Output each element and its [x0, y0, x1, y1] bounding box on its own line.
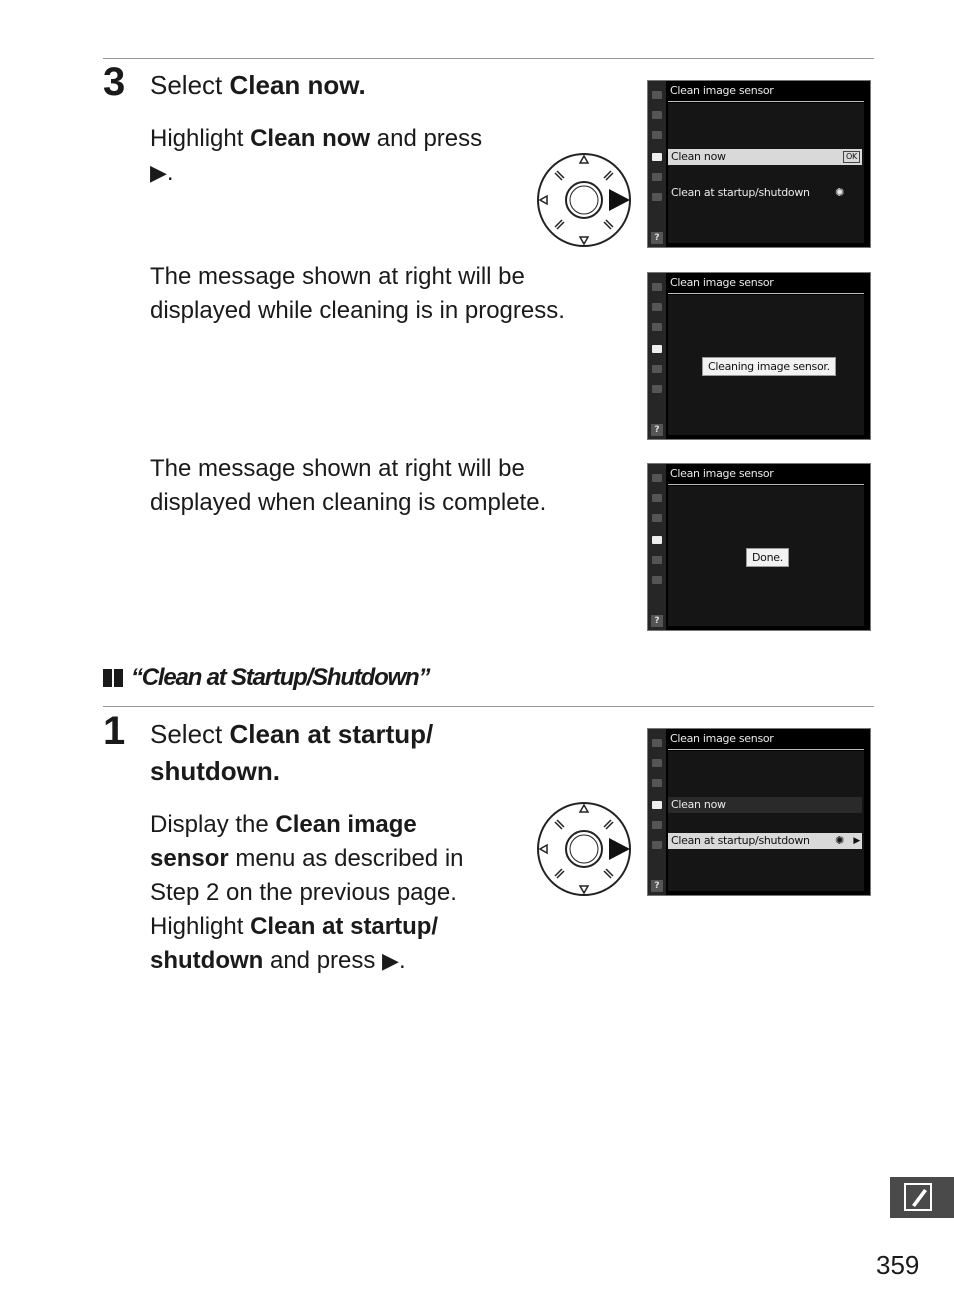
help-icon: ?	[651, 232, 663, 244]
custom-tab-icon	[652, 514, 662, 522]
playback-tab-icon	[652, 91, 662, 99]
para-line: displayed when cleaning is complete.	[150, 489, 547, 516]
custom-tab-icon	[652, 779, 662, 787]
playback-tab-icon	[652, 283, 662, 291]
para-text: .	[398, 947, 406, 974]
my-menu-tab-icon	[652, 841, 662, 849]
step-title-bold: Clean at startup/	[229, 719, 434, 749]
camera-screen-done	[647, 463, 871, 631]
my-menu-tab-icon	[652, 193, 662, 201]
menu-item-clean-startup[interactable]	[668, 833, 862, 849]
screen-title: Clean image sensor	[670, 467, 774, 480]
screen-title: Clean image sensor	[670, 732, 774, 745]
shooting-tab-icon	[652, 759, 662, 767]
para-bold: Clean image	[275, 811, 417, 838]
menu-tab-bar	[648, 81, 666, 247]
step3-para1	[150, 122, 520, 190]
menu-tab-bar	[648, 729, 666, 895]
para-bold: Clean now	[250, 125, 371, 152]
para-text: and press	[263, 947, 383, 974]
playback-tab-icon	[652, 474, 662, 482]
step-number: 1	[103, 709, 126, 753]
multi-selector-dial-icon	[535, 800, 633, 898]
help-icon: ?	[651, 880, 663, 892]
right-arrow-icon: ▶	[150, 160, 167, 185]
top-rule	[103, 58, 874, 59]
custom-tab-icon	[652, 131, 662, 139]
step-title-bold: Clean now.	[229, 70, 366, 100]
menu-tab-bar	[648, 464, 666, 630]
retouch-tab-icon	[652, 821, 662, 829]
done-message: Done.	[746, 548, 789, 567]
page-number: 359	[876, 1250, 920, 1280]
retouch-tab-icon	[652, 173, 662, 181]
para-bold: Clean at startup/	[250, 913, 439, 940]
shooting-tab-icon	[652, 303, 662, 311]
my-menu-tab-icon	[652, 385, 662, 393]
camera-screen-clean-now	[647, 80, 871, 248]
cleaning-icon: ✺	[835, 834, 844, 847]
camera-screen-clean-startup	[647, 728, 871, 896]
cleaning-message: Cleaning image sensor.	[702, 357, 836, 376]
step3-para2	[150, 260, 565, 328]
step3-para3	[150, 452, 546, 520]
cleaning-icon: ✺	[835, 186, 844, 199]
pencil-icon	[906, 1185, 930, 1209]
setup-tab-icon	[652, 153, 662, 161]
section-marker-icon	[103, 669, 123, 687]
screen-title: Clean image sensor	[670, 276, 774, 289]
step-title-prefix: Select	[150, 719, 230, 749]
para-bold: sensor	[150, 845, 229, 872]
retouch-tab-icon	[652, 365, 662, 373]
para-text: Highlight	[150, 125, 251, 152]
help-icon: ?	[651, 615, 663, 627]
pencil-tab-icon	[890, 1177, 954, 1218]
my-menu-tab-icon	[652, 576, 662, 584]
retouch-tab-icon	[652, 556, 662, 564]
camera-screen-cleaning	[647, 272, 871, 440]
menu-item-label: Clean at startup/shutdown	[671, 186, 810, 199]
para-text: and press	[370, 125, 483, 152]
step-number: 3	[103, 60, 126, 104]
menu-panel	[668, 751, 864, 891]
title-divider	[668, 293, 864, 294]
para-bold: shutdown	[150, 947, 264, 974]
para-line: displayed while cleaning is in progress.	[150, 297, 565, 324]
para-line: The message shown at right will be	[150, 455, 525, 482]
menu-item-label: Clean now	[671, 150, 726, 163]
multi-selector-dial-icon	[535, 151, 633, 249]
title-divider	[668, 484, 864, 485]
step-title	[150, 67, 366, 104]
screen-title: Clean image sensor	[670, 84, 774, 97]
custom-tab-icon	[652, 323, 662, 331]
shooting-tab-icon	[652, 111, 662, 119]
menu-item-clean-now[interactable]	[668, 797, 862, 813]
setup-tab-icon	[652, 536, 662, 544]
shooting-tab-icon	[652, 494, 662, 502]
step-title-prefix: Select	[150, 70, 230, 100]
menu-item-label: Clean now	[671, 798, 726, 811]
para-text: menu as described in	[228, 845, 464, 872]
title-divider	[668, 749, 864, 750]
section-rule	[103, 706, 874, 707]
help-icon: ?	[651, 424, 663, 436]
ok-badge: OK	[843, 151, 860, 163]
setup-tab-icon	[652, 801, 662, 809]
menu-panel	[668, 103, 864, 243]
section-heading-text: “Clean at Startup/Shutdown”	[131, 664, 430, 691]
menu-item-clean-startup[interactable]	[668, 185, 862, 201]
para-text: Display the	[150, 811, 276, 838]
playback-tab-icon	[652, 739, 662, 747]
menu-item-label: Clean at startup/shutdown	[671, 834, 810, 847]
setup-tab-icon	[652, 345, 662, 353]
para-text: Highlight	[150, 913, 251, 940]
title-divider	[668, 101, 864, 102]
step1-para	[150, 808, 464, 978]
step-title-bold: shutdown.	[150, 756, 280, 786]
para-line: The message shown at right will be	[150, 263, 525, 290]
right-arrow-icon: ▶	[382, 948, 399, 973]
para-text: .	[166, 159, 174, 186]
step-title	[150, 716, 433, 790]
section-heading	[103, 664, 429, 692]
para-text: Step 2 on the previous page.	[150, 879, 457, 906]
pencil-tab-icon-frame	[904, 1183, 932, 1211]
menu-item-clean-now[interactable]	[668, 149, 862, 165]
menu-tab-bar	[648, 273, 666, 439]
submenu-arrow-icon: ▶	[853, 836, 860, 846]
